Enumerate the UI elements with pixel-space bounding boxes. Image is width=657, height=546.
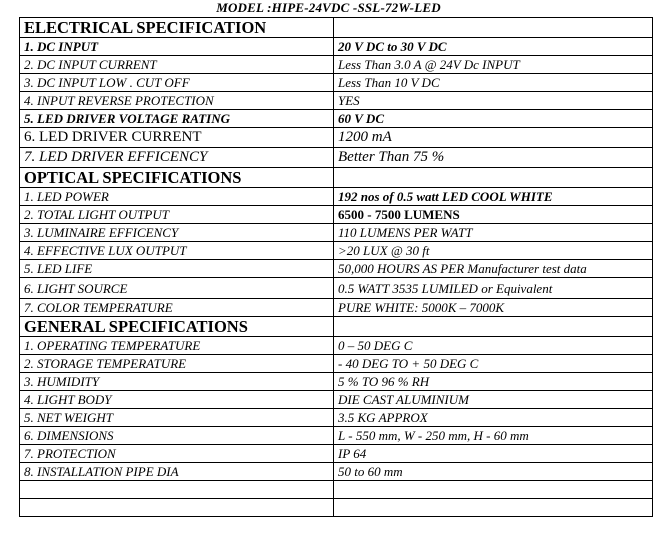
table-row [20, 148, 653, 168]
spec-label: 7. PROTECTION [20, 445, 334, 463]
spec-label: 6. LIGHT SOURCE [20, 278, 334, 299]
spec-label: 3. DC INPUT LOW . CUT OFF [20, 74, 334, 92]
table-row [20, 260, 653, 278]
document-title: MODEL :HIPE-24VDC -SSL-72W-LED [216, 0, 441, 15]
section-header-row [20, 18, 653, 38]
spec-label: 1. LED POWER [20, 188, 334, 206]
table-row [20, 242, 653, 260]
empty-cell [20, 481, 334, 499]
spec-label: 1. DC INPUT [20, 38, 334, 56]
table-row [20, 373, 653, 391]
section-heading-electrical: ELECTRICAL SPECIFICATION [20, 18, 334, 38]
spec-label: 1. OPERATING TEMPERATURE [20, 337, 334, 355]
spec-value: L - 550 mm, W - 250 mm, H - 60 mm [334, 427, 653, 445]
spec-value: >20 LUX @ 30 ft [334, 242, 653, 260]
spec-value: 50,000 HOURS AS PER Manufacturer test data [334, 260, 653, 278]
table-row [20, 56, 653, 74]
section-header-row [20, 168, 653, 188]
spec-label: 4. LIGHT BODY [20, 391, 334, 409]
spec-value: YES [334, 92, 653, 110]
spec-value: 110 LUMENS PER WATT [334, 224, 653, 242]
spec-value: PURE WHITE: 5000K – 7000K [334, 299, 653, 317]
spec-label: 7. COLOR TEMPERATURE [20, 299, 334, 317]
table-row [20, 278, 653, 299]
table-row [20, 409, 653, 427]
section-header-row [20, 317, 653, 337]
spec-label: 6. LED DRIVER CURRENT [20, 128, 334, 148]
table-row [20, 206, 653, 224]
table-row [20, 224, 653, 242]
empty-row [20, 481, 653, 499]
spec-value: 60 V DC [334, 110, 653, 128]
empty-cell [20, 499, 334, 517]
specification-table [19, 17, 653, 517]
spec-value: DIE CAST ALUMINIUM [334, 391, 653, 409]
spec-label: 4. EFFECTIVE LUX OUTPUT [20, 242, 334, 260]
spec-value: 3.5 KG APPROX [334, 409, 653, 427]
empty-cell [334, 317, 653, 337]
spec-value: 20 V DC to 30 V DC [334, 38, 653, 56]
spec-label: 5. LED LIFE [20, 260, 334, 278]
spec-value: Less Than 3.0 A @ 24V Dc INPUT [334, 56, 653, 74]
table-row [20, 355, 653, 373]
spec-label: 6. DIMENSIONS [20, 427, 334, 445]
table-row [20, 463, 653, 481]
spec-label: 2. DC INPUT CURRENT [20, 56, 334, 74]
spec-value: 6500 - 7500 LUMENS [334, 206, 653, 224]
table-row [20, 128, 653, 148]
spec-value: 50 to 60 mm [334, 463, 653, 481]
table-row [20, 299, 653, 317]
spec-value: 192 nos of 0.5 watt LED COOL WHITE [334, 188, 653, 206]
spec-label: 3. HUMIDITY [20, 373, 334, 391]
spec-value: - 40 DEG TO + 50 DEG C [334, 355, 653, 373]
table-row [20, 391, 653, 409]
empty-cell [334, 18, 653, 38]
table-row [20, 188, 653, 206]
empty-cell [334, 499, 653, 517]
spec-value: 1200 mA [334, 128, 653, 148]
spec-value: Less Than 10 V DC [334, 74, 653, 92]
spec-value: 5 % TO 96 % RH [334, 373, 653, 391]
table-row [20, 337, 653, 355]
table-row [20, 38, 653, 56]
spec-label: 7. LED DRIVER EFFICENCY [20, 148, 334, 168]
spec-value: 0 – 50 DEG C [334, 337, 653, 355]
section-heading-general: GENERAL SPECIFICATIONS [20, 317, 334, 337]
table-row [20, 445, 653, 463]
table-row [20, 74, 653, 92]
spec-label: 2. TOTAL LIGHT OUTPUT [20, 206, 334, 224]
table-row [20, 427, 653, 445]
table-row [20, 110, 653, 128]
empty-cell [334, 168, 653, 188]
spec-label: 4. INPUT REVERSE PROTECTION [20, 92, 334, 110]
table-row [20, 92, 653, 110]
spec-label: 5. NET WEIGHT [20, 409, 334, 427]
spec-value: IP 64 [334, 445, 653, 463]
section-heading-optical: OPTICAL SPECIFICATIONS [20, 168, 334, 188]
spec-value: 0.5 WATT 3535 LUMILED or Equivalent [334, 278, 653, 299]
spec-label: 8. INSTALLATION PIPE DIA [20, 463, 334, 481]
empty-cell [334, 481, 653, 499]
spec-label: 2. STORAGE TEMPERATURE [20, 355, 334, 373]
spec-label: 5. LED DRIVER VOLTAGE RATING [20, 110, 334, 128]
empty-row [20, 499, 653, 517]
spec-value: Better Than 75 % [334, 148, 653, 168]
spec-label: 3. LUMINAIRE EFFICENCY [20, 224, 334, 242]
